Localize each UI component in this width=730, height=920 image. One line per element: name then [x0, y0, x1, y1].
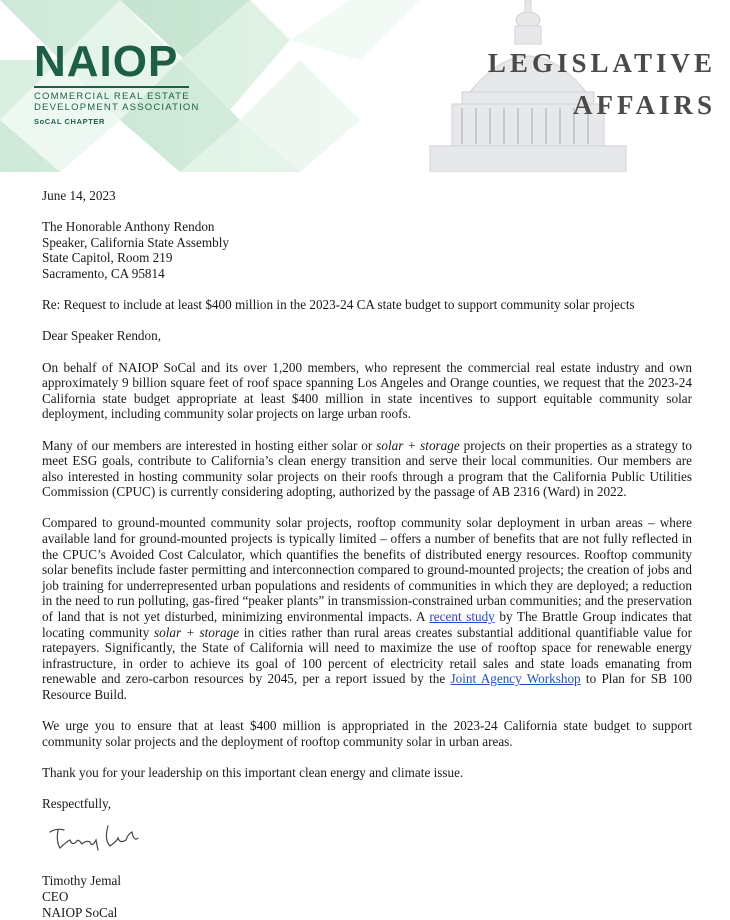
recipient-name: The Honorable Anthony Rendon [42, 219, 215, 235]
signer-title: CEO [42, 888, 69, 904]
paragraph-2-text-b: projects on their properties as a strategy to meet ESG goals, contribute to California’s clean energy transition and serve their local communities. Our members are also interested in hosting community solar projects on their roofs through a program that the California Public Utilities Commission (CPUC) is currently considering adopting, authorized by the passage of AB 2316 (Ward) in 2022. [42, 437, 693, 500]
paragraph-3-text-c: in cities rather than rural areas creates substantial additional quantifiable value for ratepayers. Significantly, the State of California will need to maximize the use of rooftop space for renewable energy infrastructure, in order to achieve its goal of 100 percent of electricity retail sales and state loads emanating from renewable and zero-carbon resources by 2045, per a report issued by the [42, 624, 692, 687]
paragraph-3-text-b: by The Brattle Group indicates that locating community [42, 609, 692, 640]
signature-scribble [46, 820, 146, 856]
logo-divider [34, 86, 189, 88]
paragraph-2-italic: solar + storage [376, 437, 460, 453]
paragraph-3-text-d: to Plan for SB 100 Resource Build. [42, 671, 692, 702]
closing: Respectfully, [42, 796, 112, 812]
paragraph-5: Thank you for your leadership on this important clean energy and climate issue. [42, 764, 464, 780]
paragraph-3-italic: solar + storage [154, 624, 240, 640]
logo-wordmark: NAIOP [34, 37, 179, 86]
letterhead-banner [0, 0, 730, 172]
paragraph-2 [42, 438, 692, 500]
letter-date: June 14, 2023 [42, 188, 116, 203]
paragraph-2-text-a: Many of our members are interested in hosting either solar or [42, 437, 377, 453]
joint-agency-workshop-link[interactable]: Joint Agency Workshop [450, 671, 581, 687]
naiop-logo [34, 37, 200, 126]
paragraph-3-text-a: Compared to ground-mounted community solar projects, rooftop community solar deployment in urban areas – where available land for ground-mounted projects is typically limited – offers a number of benefits that are not fully reflected in the CPUC’s Avoided Cost Calculator, which quantifies the benefits of distributed energy resources. Rooftop community solar benefits include faster permitting and interconnection compared to ground-mounted projects; the creation of jobs and job training for underrepresented urban populations and residents of communities in which they are deployed; a reduction in the need to run polluting, gas-fired “peaker plants” in transmission-constrained urban communities; and the preservation of land that is not yet disturbed, minimizing environmental impacts. A [42, 515, 692, 625]
recipient-title: Speaker, California State Assembly [42, 234, 229, 250]
banner-title-legislative: LEGISLATIVE [487, 48, 716, 78]
logo-subtitle-line2: DEVELOPMENT ASSOCIATION [34, 102, 200, 113]
recipient-address-line1: State Capitol, Room 219 [42, 250, 173, 266]
letter-body [42, 188, 692, 920]
recent-study-link[interactable]: recent study [429, 609, 495, 625]
banner-title-affairs: AFFAIRS [572, 90, 716, 120]
paragraph-4: We urge you to ensure that at least $400 million is appropriated in the 2023-24 California state budget to support community solar projects and the deployment of rooftop community solar in urban areas. [42, 718, 692, 749]
salutation: Dear Speaker Rendon, [42, 328, 162, 344]
logo-subtitle-line1: COMMERCIAL REAL ESTATE [34, 91, 190, 102]
logo-chapter: SoCAL CHAPTER [34, 117, 105, 126]
paragraph-3 [42, 515, 692, 702]
handwritten-signature-icon [46, 820, 692, 860]
signer-organization: NAIOP SoCal [42, 904, 118, 920]
subject-line: Re: Request to include at least $400 million in the 2023-24 CA state budget to support community solar projects [42, 297, 635, 313]
signer-name: Timothy Jemal [42, 873, 122, 889]
recipient-address-line2: Sacramento, CA 95814 [42, 265, 165, 281]
paragraph-1: On behalf of NAIOP SoCal and its over 1,200 members, who represent the commercial real estate industry and own approximately 9 billion square feet of roof space spanning Los Angeles and Orange counties, we request that the 2023-24 California state budget appropriate at least $400 million in state incentives to support equitable community solar deployment, including community solar projects on large urban roofs. [42, 359, 692, 422]
